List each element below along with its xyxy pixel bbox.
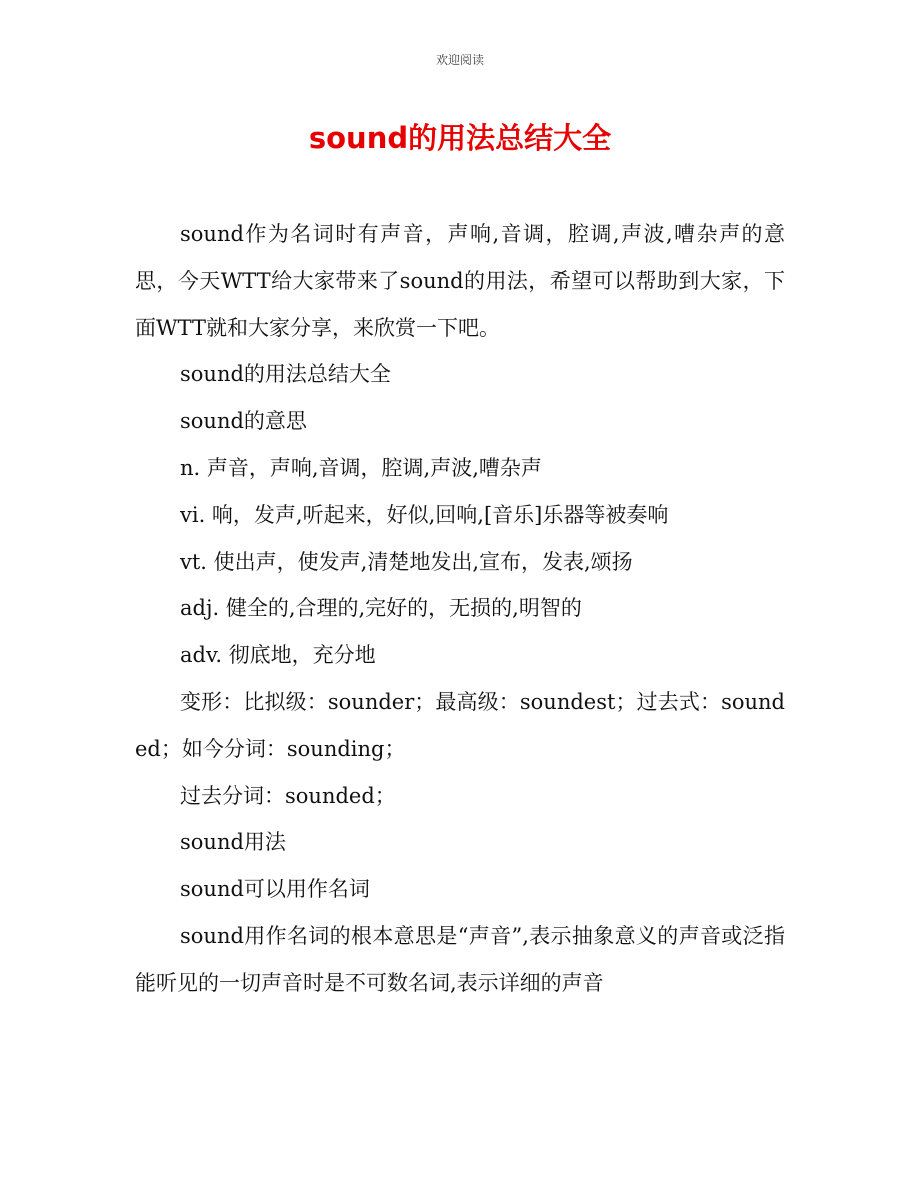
meaning-heading: sound的意思 bbox=[180, 409, 307, 434]
noun-definition: n. 声音，声响,音调，腔调,声波,嘈杂声 bbox=[180, 455, 542, 480]
intransitive-verb-definition: vi. 响，发声,听起来，好似,回响,[音乐]乐器等被奏响 bbox=[180, 502, 669, 527]
inflections-paragraph: 变形：比拟级：sounder；最高级：soundest；过去式：sounded；如今分词：sounding； bbox=[135, 689, 785, 761]
noun-usage-paragraph: sound用作名词的根本意思是“声音”,表示抽象意义的声音或泛指能听见的一切声音时是不可数名词,表示详细的声音 bbox=[135, 923, 785, 995]
page-header: 欢迎阅读 bbox=[435, 53, 484, 67]
usage-heading: sound用法 bbox=[180, 830, 286, 855]
section-heading: sound的用法总结大全 bbox=[180, 362, 391, 387]
past-participle-paragraph: 过去分词：sounded； bbox=[180, 783, 396, 808]
document-title: sound的用法总结大全 bbox=[308, 121, 612, 155]
intro-paragraph: sound作为名词时有声音，声响,音调，腔调,声波,嘈杂声的意思，今天WTT给大家带来了sound的用法，希望可以帮助到大家，下面WTT就和大家分享，来欣赏一下吧。 bbox=[135, 222, 785, 340]
transitive-verb-definition: vt. 使出声，使发声,清楚地发出,宣布，发表,颂扬 bbox=[180, 549, 633, 574]
noun-usage-heading: sound可以用作名词 bbox=[180, 877, 370, 902]
adjective-definition: adj. 健全的,合理的,完好的，无损的,明智的 bbox=[180, 596, 582, 621]
document-body bbox=[135, 211, 785, 1007]
adverb-definition: adv. 彻底地，充分地 bbox=[180, 643, 376, 668]
